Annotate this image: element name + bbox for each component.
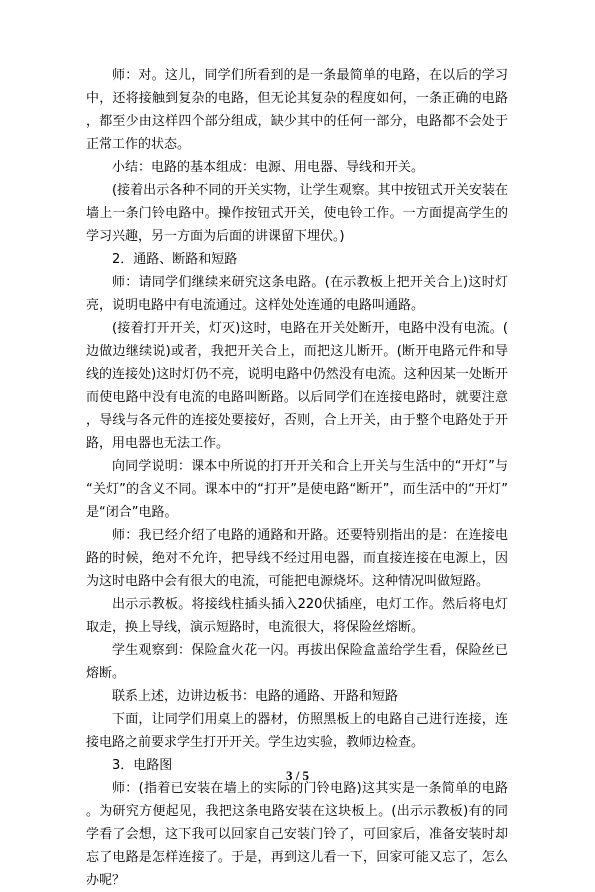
paragraph-board-notes: 联系上述，边讲边板书：电路的通路、开路和短路 bbox=[112, 689, 399, 704]
section-heading-circuit-states: 2．通路、断路和短路 bbox=[112, 252, 238, 267]
paragraph-open-circuit: (接着打开开关，灯灭)这时，电路在开关处断开，电路中没有电流。(边做边继续说)或者，我把开关合上，而把这儿断开。(断开电路元件和导线的连接处)这时灯仍不亮，说明电路中仍然没有电流。这种因某一处断开而使电路中没有电流的电路叫断路。以后同学们在连接电路时，就要注意，导线与各元件的连接处要接好，否则，合上开关，由于整个电路处于开路，用电器也无法工作。 bbox=[86, 321, 508, 451]
paragraph-short-circuit: 师：我已经介绍了电路的通路和开路。还要特别指出的是：在连接电路的时候，绝对不允许，把导线不经过用电器，而直接连接在电源上，因为这时电路中会有很大的电流，可能把电源烧坏。这种情况叫做短路。 bbox=[86, 528, 508, 589]
page-number: 3 / 5 bbox=[285, 768, 310, 783]
paragraph-doorbell-circuit: 师：(指着已安装在墙上的实际的门铃电路)这其实是一条简单的电路。为研究方便起见，我把这条电路安装在这块板上。(出示示教板)有的同学看了会想，这下我可以回家自己安装门铃了，可回家后，准备安装时却忘了电路是怎样连接了。于是，再到这儿看一下，回家可能又忘了，怎么办呢？ bbox=[86, 781, 508, 888]
section-heading-circuit-diagram: 3．电路图 bbox=[112, 758, 173, 773]
paragraph-switch-terms: 向同学说明：课本中所说的打开开关和合上开关与生活中的“开灯”与“关灯”的含义不同。课本中的“打开”是使电路“断开”，而生活中的“开灯”是“闭合”电路。 bbox=[86, 459, 508, 520]
paragraph-closed-circuit: 师：请同学们继续来研究这条电路。(在示教板上把开关合上)这时灯亮，说明电路中有电流通过。这样处处连通的电路叫通路。 bbox=[86, 275, 508, 313]
paragraph-summary: 小结：电路的基本组成：电源、用电器、导线和开关。 bbox=[112, 160, 425, 175]
paragraph-switch-demo: (接着出示各种不同的开关实物，让学生观察。其中按钮式开关安装在墙上一条门铃电路中。操作按钮式开关，使电铃工作。一方面提高学生的学习兴趣，另一方面为后面的讲课留下埋伏。) bbox=[86, 183, 508, 244]
paragraph-teacher-simple-circuit: 师：对。这儿，同学们所看到的是一条最简单的电路，在以后的学习中，还将接触到复杂的电路，但无论其复杂的程度如何，一条正确的电路，都至少由这样四个部分组成，缺少其中的任何一部分，电路都不会处于正常工作的状态。 bbox=[86, 68, 508, 152]
paragraph-short-circuit-demo: 出示示教板。将接线柱插头插入220伏插座，电灯工作。然后将电灯取走，换上导线，演示短路时，电流很大，将保险丝熔断。 bbox=[86, 597, 508, 635]
paragraph-student-observation: 学生观察到：保险盒火花一闪。再拔出保险盒盖给学生看，保险丝已熔断。 bbox=[86, 643, 508, 681]
paragraph-student-experiment: 下面，让同学们用桌上的器材，仿照黑板上的电路自己进行连接，连接电路之前要求学生打开开关。学生边实验，教师边检查。 bbox=[86, 712, 508, 750]
